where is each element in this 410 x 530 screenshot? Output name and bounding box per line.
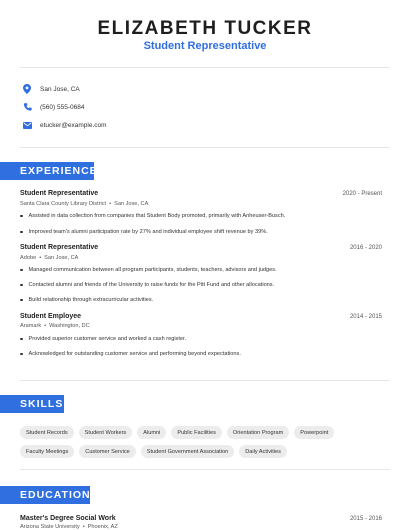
envelope-icon: [22, 120, 32, 130]
education-dates: 2015 - 2016: [349, 516, 382, 522]
job-title: Student Employee: [20, 313, 82, 320]
job-title: Student Representative: [20, 190, 99, 197]
divider: [20, 469, 390, 470]
job-org: Santa Clara County Library District: [20, 201, 107, 207]
job-bullet: Managed communication between all program participants, students, teachers, advisors and judges.: [20, 267, 380, 273]
contact-email-text: etucker@example.com: [40, 121, 107, 129]
job-title: Student Representative: [20, 244, 99, 251]
section-heading-skills: SKILLS: [0, 395, 64, 413]
skill-chip: Powerpoint: [294, 426, 334, 439]
job-dates: 2016 - 2020: [349, 245, 382, 251]
job-org: Adobe: [20, 255, 37, 261]
job-dates: 2014 - 2015: [349, 314, 382, 320]
map-pin-icon: [22, 84, 32, 94]
skills-list: [20, 426, 390, 458]
candidate-role: Student Representative: [143, 40, 267, 52]
job-bullet: Assisted in data collection from companies that Student Body promoted, primarily with Anheuser-Busch.: [20, 213, 380, 219]
job-location: Washington, DC: [49, 323, 90, 329]
contact-location-text: San Jose, CA: [40, 85, 80, 93]
skill-chip: Customer Service: [79, 445, 135, 458]
job-bullet: Improved team's alumni participation rate by 27% and individual employee shift revenue by 39%.: [20, 229, 380, 235]
job-meta: Aramark • Washington, DC: [20, 323, 90, 329]
job-bullet: Build relationship through extracurricular activities.: [20, 297, 380, 303]
job-bullet: Provided superior customer service and worked a cash register.: [20, 336, 380, 342]
contact-email: [22, 118, 107, 132]
contact-location: [22, 82, 80, 96]
divider: [20, 380, 390, 381]
skill-chip: Public Facilities: [171, 426, 222, 439]
candidate-name: ELIZABETH TUCKER: [97, 18, 313, 39]
section-heading-education: EDUCATION: [0, 486, 90, 504]
job-location: San Jose, CA: [114, 201, 149, 207]
job-org: Aramark: [20, 323, 42, 329]
job-meta: Santa Clara County Library District • San Jose, CA: [20, 201, 149, 207]
education-meta: Arizona State University • Phoenix, AZ: [20, 524, 118, 530]
skill-chip: Student Records: [20, 426, 74, 439]
skill-chip: Orientation Program: [227, 426, 289, 439]
job-location: San Jose, CA: [44, 255, 79, 261]
job-dates: 2020 - Present: [342, 191, 382, 197]
section-heading-experience: EXPERIENCE: [0, 162, 94, 180]
education-school: Arizona State University: [20, 524, 80, 530]
skill-chip: Faculty Meetings: [20, 445, 74, 458]
contact-phone: [22, 100, 84, 114]
skill-chip: Student Workers: [79, 426, 133, 439]
contact-phone-text: (560) 555-0684: [40, 103, 85, 111]
divider: [20, 67, 390, 68]
job-bullet: Acknowledged for outstanding customer service and performing beyond expectations.: [20, 351, 380, 357]
phone-icon: [22, 102, 32, 112]
divider: [20, 147, 390, 148]
skill-chip: Daily Activities: [239, 445, 287, 458]
education-degree: Master's Degree Social Work: [20, 515, 116, 522]
education-location: Phoenix, AZ: [87, 524, 118, 530]
skill-chip: Student Government Association: [141, 445, 234, 458]
skill-chip: Alumni: [137, 426, 166, 439]
job-bullet: Contacted alumni and friends of the University to raise funds for the Pitt Fund and other allocations.: [20, 282, 380, 288]
job-meta: Adobe • San Jose, CA: [20, 255, 79, 261]
